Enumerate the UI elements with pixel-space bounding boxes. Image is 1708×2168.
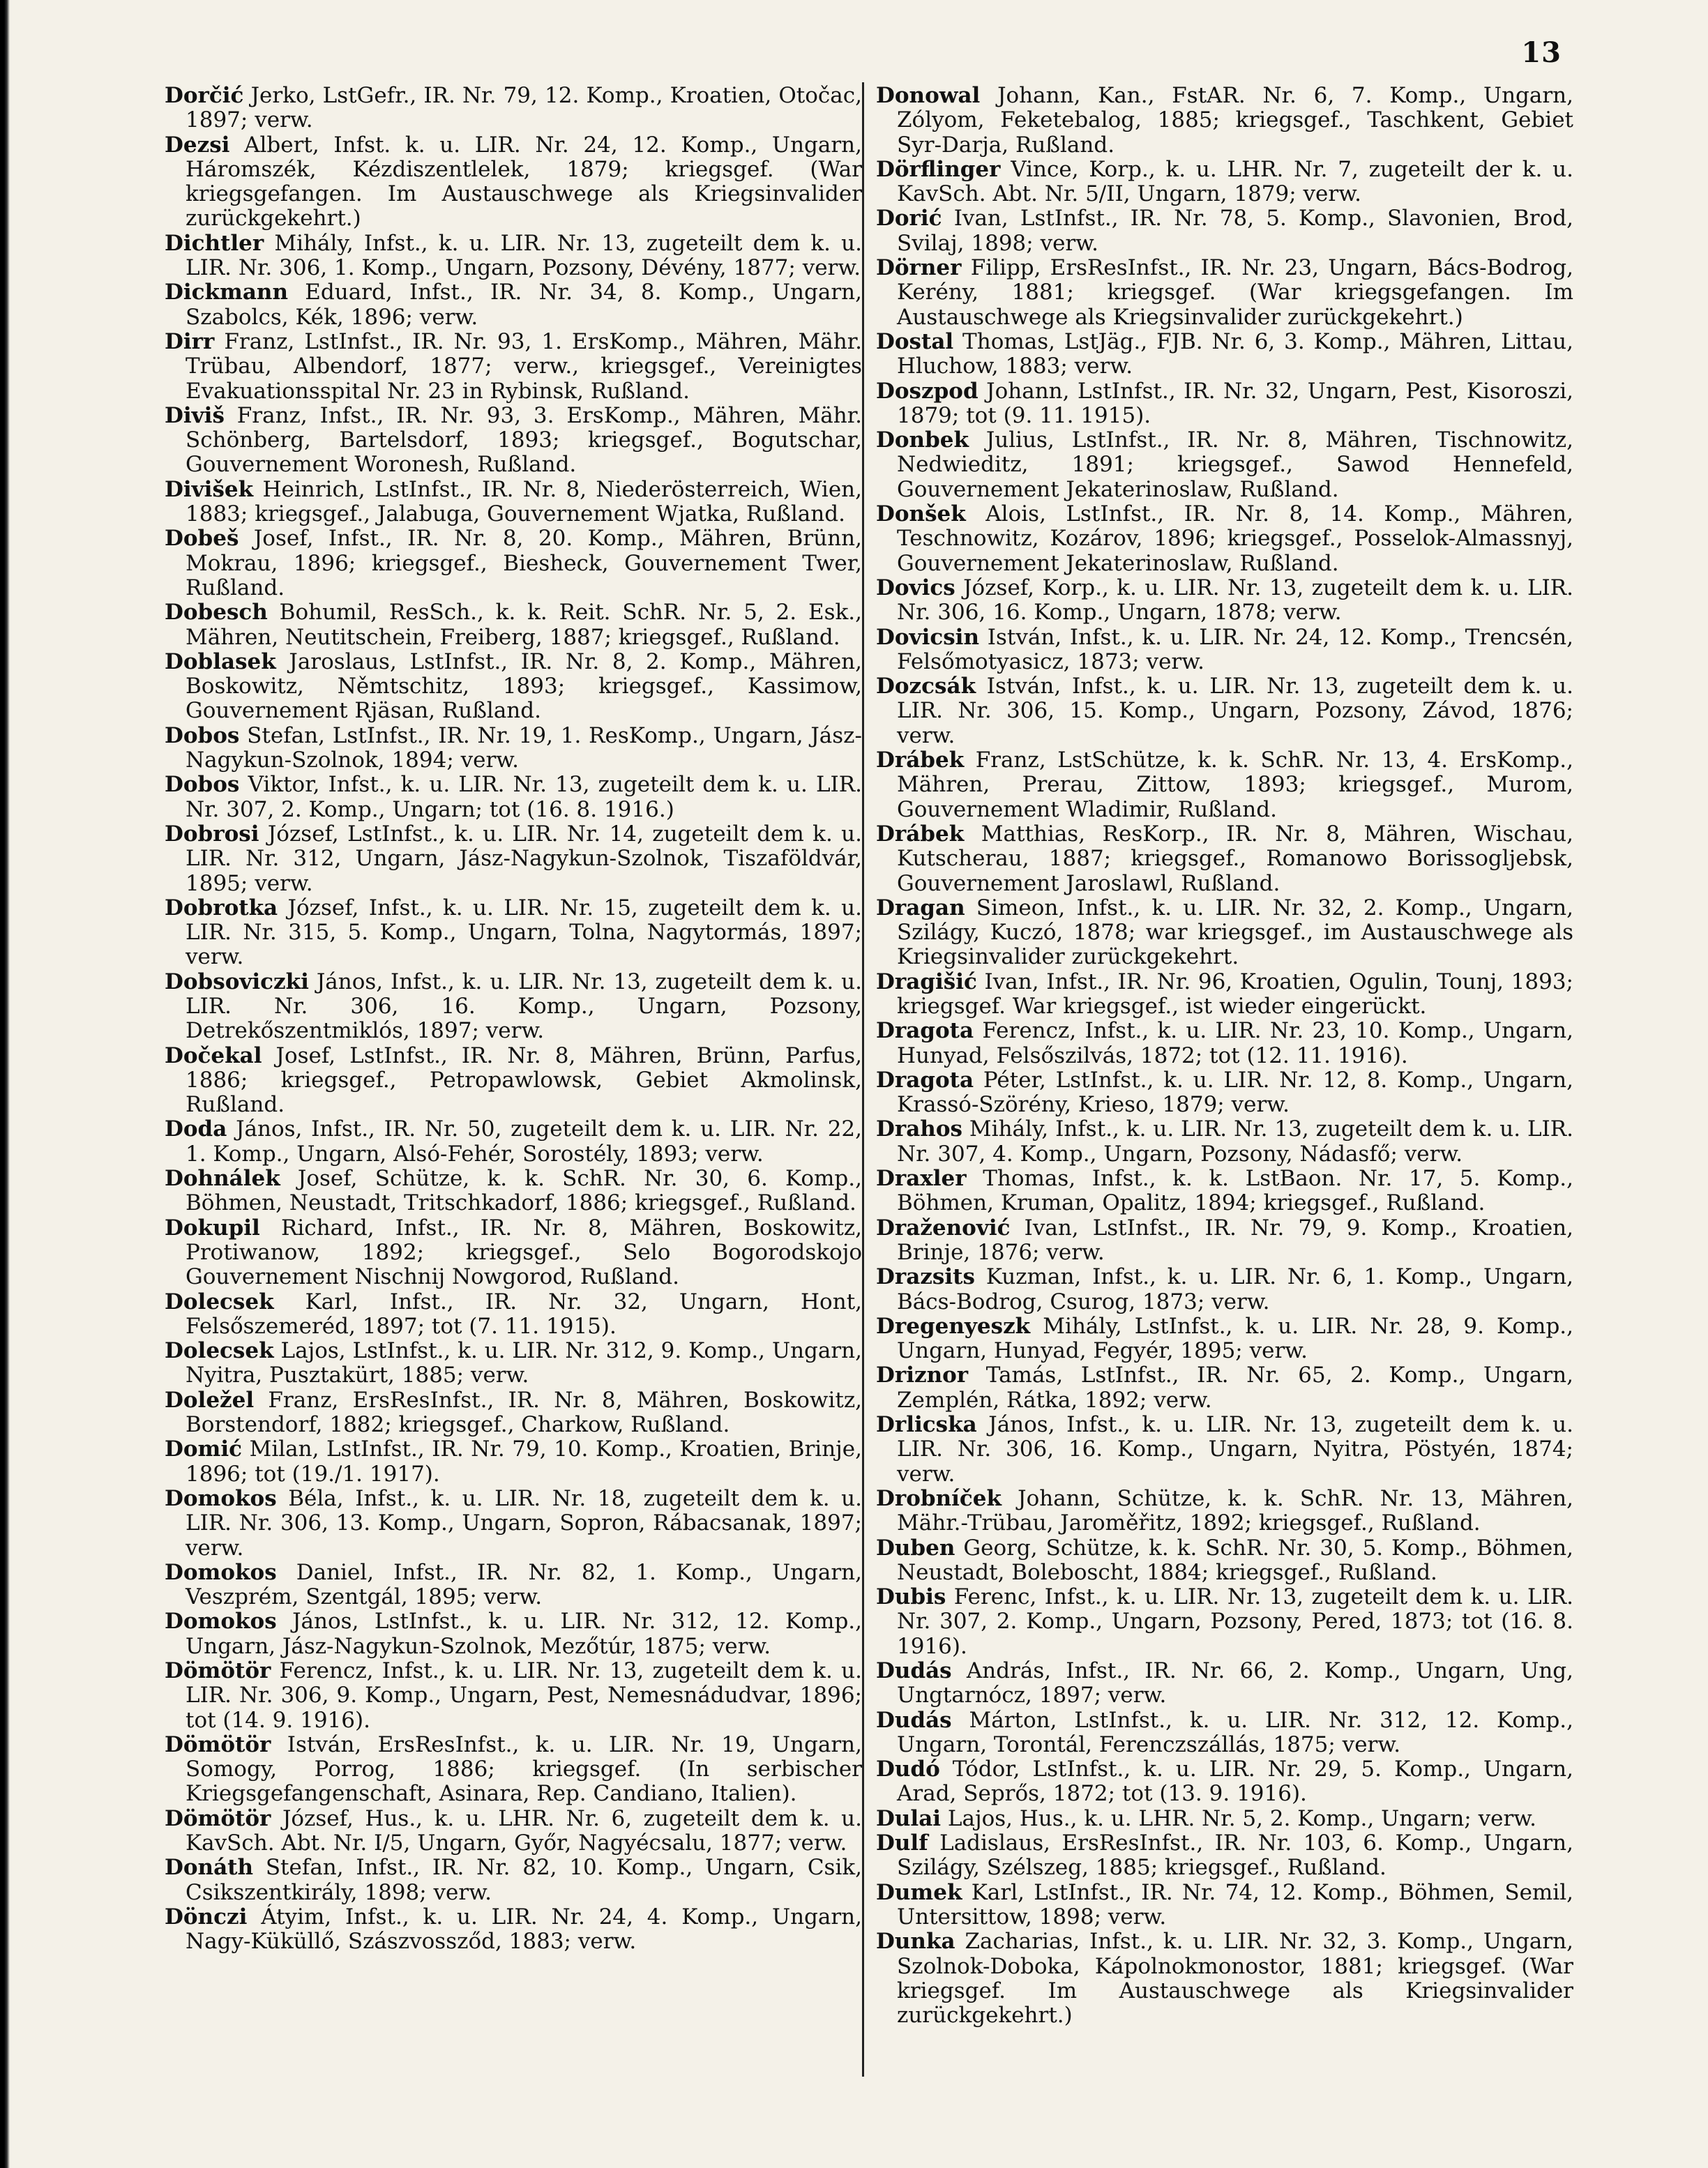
entry-details: Franz, LstInfst., IR. Nr. 93, 1. ErsKomp., Mähren, Mähr. Trübau, Albendorf, 1877; verw., kriegsgef., Vereinigtes Evakuationsspital Nr. 23 in Rybinsk, Rußland. (186, 328, 862, 404)
entry-surname: Drlicska (876, 1412, 977, 1438)
entry-surname: Dobos (165, 772, 240, 798)
entry-details: Ivan, LstInfst., IR. Nr. 78, 5. Komp., Slavonien, Brod, Svilaj, 1898; verw. (897, 206, 1573, 256)
entry-details: Ferencz, Infst., k. u. LIR. Nr. 23, 10. Komp., Ungarn, Hunyad, Felsőszilvás, 1872; tot (12. 11. 1916). (897, 1018, 1573, 1068)
entry-surname: Dörner (876, 255, 962, 281)
entry-surname: Dezsi (165, 132, 230, 158)
casualty-entry (165, 1216, 862, 1290)
entry-details: Viktor, Infst., k. u. LIR. Nr. 13, zugeteilt dem k. u. LIR. Nr. 307, 2. Komp., Ungarn; tot (16. 8. 1916.) (186, 772, 862, 822)
entry-surname: Drazsits (876, 1264, 975, 1290)
casualty-entry (876, 379, 1573, 429)
casualty-entry (165, 773, 862, 822)
casualty-entry (876, 1216, 1573, 1266)
casualty-entry (165, 1044, 862, 1118)
entry-details: János, Infst., IR. Nr. 50, zugeteilt dem k. u. LIR. Nr. 22, 1. Komp., Ungarn, Alsó-Fehér, Sorostély, 1893; verw. (186, 1116, 862, 1167)
entry-details: Mihály, Infst., k. u. LIR. Nr. 13, zugeteilt dem k. u. LIR. Nr. 307, 4. Komp., Ungarn, Pozsony, Nádasfő; verw. (897, 1116, 1573, 1167)
casualty-entry (165, 1388, 862, 1438)
entry-details: Kuzman, Infst., k. u. LIR. Nr. 6, 1. Komp., Ungarn, Bács-Bodrog, Csurog, 1873; verw. (897, 1264, 1573, 1314)
casualty-entry (165, 896, 862, 970)
casualty-entry (876, 84, 1573, 158)
entry-details: Albert, Infst. k. u. LIR. Nr. 24, 12. Komp., Ungarn, Háromszék, Kézdiszentlelek, 1879; kriegsgef. (War kriegsgefangen. Im Austauschwege als Kriegsinvalider zurückgekehrt.) (186, 132, 862, 232)
casualty-entry (876, 428, 1573, 502)
entry-surname: Dömötör (165, 1658, 271, 1683)
entry-details: József, Korp., k. u. LIR. Nr. 13, zugeteilt dem k. u. LIR. Nr. 306, 16. Komp., Ungarn, 1878; verw. (897, 575, 1573, 626)
entry-details: Franz, ErsResInfst., IR. Nr. 8, Mähren, Boskowitz, Borstendorf, 1882; kriegsgef., Charkow, Rußland. (186, 1387, 862, 1438)
entry-surname: Donbek (876, 427, 969, 453)
casualty-entry (165, 1167, 862, 1216)
entry-details: András, Infst., IR. Nr. 66, 2. Komp., Ungarn, Ung, Ungtarnócz, 1897; verw. (897, 1658, 1573, 1708)
entry-details: Jaroslaus, LstInfst., IR. Nr. 8, 2. Komp., Mähren, Boskowitz, Němtschitz, 1893; kriegsgef., Kassimow, Gouvernement Rjäsan, Rußland. (186, 649, 862, 724)
casualty-entry (876, 1659, 1573, 1708)
entry-details: István, Infst., k. u. LIR. Nr. 24, 12. Komp., Trencsén, Felsőmotyasicz, 1873; verw. (897, 624, 1573, 674)
entry-details: József, LstInfst., k. u. LIR. Nr. 14, zugeteilt dem k. u. LIR. Nr. 312, Ungarn, Jász-Nagykun-Szolnok, Tiszaföldvár, 1895; verw. (186, 821, 862, 896)
casualty-entry (876, 1363, 1573, 1413)
casualty-entry (876, 206, 1573, 256)
entry-surname: Dolecsek (165, 1289, 274, 1314)
entry-surname: Drábek (876, 748, 965, 773)
entry-surname: Dunka (876, 1929, 955, 1955)
entry-surname: Donšek (876, 501, 966, 527)
entry-details: Johann, Kan., FstAR. Nr. 6, 7. Komp., Ungarn, Zólyom, Feketebalog, 1885; kriegsgef., Taschkent, Gebiet Syr-Darja, Rußland. (897, 83, 1573, 158)
entry-surname: Dudó (876, 1757, 940, 1782)
casualty-entry (165, 724, 862, 773)
entry-details: Péter, LstInfst., k. u. LIR. Nr. 12, 8. Komp., Ungarn, Krassó-Szörény, Krieso, 1879; verw. (897, 1067, 1573, 1118)
casualty-entry (876, 256, 1573, 330)
entry-surname: Dorić (876, 206, 942, 232)
casualty-entry (876, 502, 1573, 576)
entry-surname: Dirr (165, 328, 215, 354)
entry-surname: Dočekal (165, 1043, 262, 1068)
entry-details: Thomas, LstJäg., FJB. Nr. 6, 3. Komp., Mähren, Littau, Hluchow, 1883; verw. (897, 328, 1574, 379)
entry-surname: Doszpod (876, 378, 978, 404)
entry-details: Lajos, Hus., k. u. LHR. Nr. 5, 2. Komp., Ungarn; verw. (947, 1805, 1536, 1831)
casualty-entry (876, 1757, 1573, 1807)
casualty-entry (876, 1487, 1573, 1536)
entry-details: Béla, Infst., k. u. LIR. Nr. 18, zugeteilt dem k. u. LIR. Nr. 306, 13. Komp., Ungarn, Sopron, Rábacsanak, 1897; verw. (186, 1485, 862, 1561)
entry-details: Thomas, Infst., k. k. LstBaon. Nr. 17, 5. Komp., Böhmen, Kruman, Opalitz, 1894; kriegsgef., Rußland. (897, 1166, 1573, 1216)
casualty-entry (876, 1068, 1573, 1118)
entry-details: Karl, Infst., IR. Nr. 32, Ungarn, Hont, Felsőszemeréd, 1897; tot (7. 11. 1915). (186, 1289, 862, 1339)
casualty-entry (876, 1881, 1573, 1930)
entry-details: Franz, Infst., IR. Nr. 93, 3. ErsKomp., Mähren, Mähr. Schönberg, Bartelsdorf, 1893; kriegsgef., Bogutschar, Gouvernement Woronesh, Rußland. (186, 402, 862, 478)
casualty-entry (165, 1561, 862, 1610)
entry-surname: Domokos (165, 1559, 277, 1585)
entry-surname: Dulf (876, 1830, 928, 1856)
casualty-entry (876, 1708, 1573, 1758)
casualty-entry (876, 1536, 1573, 1586)
entry-surname: Dörflinger (876, 156, 1001, 182)
entry-details: Zacharias, Infst., k. u. LIR. Nr. 32, 3. Komp., Ungarn, Szolnok-Doboka, Kápolnokmonostor, 1881; kriegsgef. (War kriegsgef. Im Austauschwege als Kriegsinvalider zurückgekehrt.) (897, 1929, 1573, 2029)
casualty-entry (876, 1831, 1573, 1881)
entry-details: Georg, Schütze, k. k. SchR. Nr. 30, 5. Komp., Böhmen, Neustadt, Boleboscht, 1884; kriegsgef., Rußland. (897, 1535, 1573, 1585)
entry-surname: Dostal (876, 328, 954, 354)
entry-surname: Dragan (876, 895, 965, 920)
entry-surname: Duben (876, 1535, 955, 1561)
entry-surname: Driznor (876, 1363, 969, 1388)
entry-surname: Dudás (876, 1658, 952, 1683)
casualty-entry (165, 650, 862, 724)
entry-surname: Dobeš (165, 526, 239, 552)
casualty-entry (876, 626, 1573, 675)
casualty-entry (876, 1117, 1573, 1167)
casualty-entry (165, 1487, 862, 1561)
entry-details: Ferencz, Infst., k. u. LIR. Nr. 13, zugeteilt dem k. u. LIR. Nr. 306, 9. Komp., Ungarn, Pest, Nemesnádudvar, 1896; tot (14. 9. 1916). (186, 1658, 862, 1733)
column-divider (862, 82, 864, 2077)
entry-surname: Domić (165, 1437, 243, 1462)
casualty-entry (165, 1659, 862, 1733)
entry-surname: Doblasek (165, 649, 276, 674)
entry-surname: Dorčić (165, 83, 244, 108)
casualty-entry (165, 1437, 862, 1487)
left-column (165, 84, 862, 1955)
entry-details: István, Infst., k. u. LIR. Nr. 13, zugeteilt dem k. u. LIR. Nr. 306, 15. Komp., Ungarn, Pozsony, Závod, 1876; verw. (897, 674, 1573, 748)
casualty-entry (876, 970, 1573, 1019)
entry-surname: Dragišić (876, 969, 977, 994)
casualty-entry (165, 970, 862, 1044)
entry-surname: Dömötör (165, 1731, 271, 1757)
entry-details: Karl, LstInfst., IR. Nr. 74, 12. Komp., Böhmen, Semil, Untersittow, 1898; verw. (897, 1879, 1573, 1930)
scan-edge (0, 0, 10, 2168)
entry-surname: Dobos (165, 722, 240, 748)
entry-details: Mihály, LstInfst., k. u. LIR. Nr. 28, 9. Komp., Ungarn, Hunyad, Fegyér, 1895; verw. (897, 1313, 1573, 1364)
entry-surname: Dohnálek (165, 1166, 280, 1192)
entry-details: Tamás, LstInfst., IR. Nr. 65, 2. Komp., Ungarn, Zemplén, Rátka, 1892; verw. (897, 1363, 1573, 1413)
entry-details: Simeon, Infst., k. u. LIR. Nr. 32, 2. Komp., Ungarn, Szilágy, Kuczó, 1878; war kriegsgef., im Austauschwege als Kriegsinvalider zurückgekehrt. (897, 895, 1573, 970)
entry-surname: Dickmann (165, 280, 288, 305)
casualty-entry (165, 600, 862, 650)
casualty-entry (876, 1807, 1573, 1831)
entry-details: Eduard, Infst., IR. Nr. 34, 8. Komp., Ungarn, Szabolcs, Kék, 1896; verw. (186, 280, 862, 330)
entry-details: Vince, Korp., k. u. LHR. Nr. 7, zugeteilt der k. u. KavSch. Abt. Nr. 5/II, Ungarn, 1879; verw. (897, 156, 1573, 207)
entry-surname: Dichtler (165, 230, 264, 256)
entry-surname: Dulai (876, 1805, 942, 1831)
entry-surname: Dobrotka (165, 895, 278, 920)
page-number: 13 (1521, 36, 1562, 69)
entry-details: József, Hus., k. u. LHR. Nr. 6, zugeteilt dem k. u. KavSch. Abt. Nr. I/5, Ungarn, Győr, Nagyécsalu, 1877; verw. (186, 1805, 863, 1856)
casualty-entry (165, 1733, 862, 1807)
entry-surname: Dovicsin (876, 624, 979, 650)
right-column (876, 84, 1573, 2028)
entry-surname: Dregenyeszk (876, 1313, 1031, 1339)
casualty-entry (165, 822, 862, 896)
casualty-entry (876, 1930, 1573, 2028)
casualty-entry (165, 478, 862, 527)
casualty-entry (165, 1609, 862, 1659)
entry-surname: Dönczi (165, 1904, 248, 1930)
casualty-entry (876, 576, 1573, 626)
entry-surname: Dolecsek (165, 1338, 274, 1364)
casualty-entry (876, 822, 1573, 896)
entry-details: Stefan, Infst., IR. Nr. 82, 10. Komp., Ungarn, Csik, Csikszentkirály, 1898; verw. (186, 1855, 863, 1905)
entry-details: Johann, LstInfst., IR. Nr. 32, Ungarn, Pest, Kisoroszi, 1879; tot (9. 11. 1915). (897, 378, 1573, 428)
entry-details: István, ErsResInfst., k. u. LIR. Nr. 19, Ungarn, Somogy, Porrog, 1886; kriegsgef. (In serbischer Kriegsgefangenschaft, Asinara, Rep. Candiano, Italien). (186, 1731, 862, 1807)
casualty-entry (876, 330, 1573, 379)
entry-details: Ladislaus, ErsResInfst., IR. Nr. 103, 6. Komp., Ungarn, Szilágy, Szélszeg, 1885; kriegsgef., Rußland. (897, 1830, 1573, 1881)
entry-surname: Dragota (876, 1067, 974, 1093)
entry-details: Ferenc, Infst., k. u. LIR. Nr. 13, zugeteilt dem k. u. LIR. Nr. 307, 2. Komp., Ungarn, Pozsony, Pered, 1873; tot (16. 8. 1916). (897, 1584, 1573, 1659)
entry-surname: Draženović (876, 1215, 1011, 1241)
entry-surname: Doležel (165, 1387, 255, 1413)
entry-details: Stefan, LstInfst., IR. Nr. 19, 1. ResKomp., Ungarn, Jász-Nagykun-Szolnok, 1894; verw. (186, 722, 862, 773)
entry-surname: Dozcsák (876, 674, 976, 699)
casualty-entry (165, 1856, 862, 1905)
entry-surname: Divišek (165, 476, 254, 502)
entry-details: Franz, LstSchütze, k. k. SchR. Nr. 13, 4. ErsKomp., Mähren, Prerau, Zittow, 1893; kriegsgef., Murom, Gouvernement Wladimir, Rußland. (897, 748, 1573, 822)
casualty-entry (165, 1905, 862, 1955)
entry-surname: Dragota (876, 1018, 974, 1044)
entry-surname: Dubis (876, 1584, 946, 1610)
entry-surname: Dömötör (165, 1805, 271, 1831)
casualty-entry (165, 526, 862, 600)
entry-surname: Dumek (876, 1879, 962, 1905)
entry-details: Matthias, ResKorp., IR. Nr. 8, Mähren, Wischau, Kutscherau, 1887; kriegsgef., Romanowo Borissogljebsk, Gouvernement Jaroslawl, Rußland. (897, 821, 1573, 896)
casualty-entry (165, 404, 862, 478)
entry-details: Richard, Infst., IR. Nr. 8, Mähren, Boskowitz, Protiwanow, 1892; kriegsgef., Selo Bogorodskojo Gouvernement Nischnij Nowgorod, Rußland. (186, 1215, 862, 1290)
entry-surname: Diviš (165, 402, 225, 428)
casualty-entry (165, 280, 862, 330)
casualty-entry (876, 896, 1573, 970)
entry-surname: Draxler (876, 1166, 967, 1192)
entry-details: Lajos, LstInfst., k. u. LIR. Nr. 312, 9. Komp., Ungarn, Nyitra, Pusztakürt, 1885; verw. (186, 1338, 862, 1388)
casualty-entry (165, 1339, 862, 1388)
entry-details: János, Infst., k. u. LIR. Nr. 13, zugeteilt dem k. u. LIR. Nr. 306, 16. Komp., Ungarn, Nyitra, Pöstyén, 1874; verw. (897, 1412, 1573, 1487)
entry-surname: Dovics (876, 575, 955, 600)
entry-details: Átyim, Infst., k. u. LIR. Nr. 24, 4. Komp., Ungarn, Nagy-Küküllő, Szászvossződ, 1883; verw. (186, 1904, 863, 1955)
entry-surname: Domokos (165, 1485, 277, 1511)
entry-surname: Drábek (876, 821, 965, 847)
entry-details: Heinrich, LstInfst., IR. Nr. 8, Niederösterreich, Wien, 1883; kriegsgef., Jalabuga, Gouvernement Wjatka, Rußland. (186, 476, 862, 527)
entry-details: János, Infst., k. u. LIR. Nr. 13, zugeteilt dem k. u. LIR. Nr. 306, 16. Komp., Ungarn, Pozsony, Detrekőszentmiklós, 1897; verw. (186, 969, 862, 1044)
entry-details: Josef, LstInfst., IR. Nr. 8, Mähren, Brünn, Parfus, 1886; kriegsgef., Petropawlowsk, Gebiet Akmolinsk, Rußland. (186, 1043, 862, 1118)
entry-surname: Domokos (165, 1609, 277, 1635)
casualty-entry (165, 232, 862, 281)
casualty-entry (876, 1413, 1573, 1487)
casualty-entry (876, 1019, 1573, 1068)
entry-details: Ivan, LstInfst., IR. Nr. 79, 9. Komp., Kroatien, Brinje, 1876; verw. (897, 1215, 1574, 1265)
entry-details: Jerko, LstGefr., IR. Nr. 79, 12. Komp., Kroatien, Otočac, 1897; verw. (186, 83, 862, 133)
entry-details: Alois, LstInfst., IR. Nr. 8, 14. Komp., Mähren, Teschnowitz, Kozárov, 1896; kriegsgef., Posselok-Almassnyj, Gouvernement Jekaterinoslaw, Rußland. (897, 501, 1573, 576)
entry-details: Márton, LstInfst., k. u. LIR. Nr. 312, 12. Komp., Ungarn, Torontál, Ferenczszállás, 1875; verw. (897, 1707, 1573, 1757)
casualty-entry (876, 748, 1573, 822)
entry-surname: Donáth (165, 1855, 254, 1881)
entry-details: Filipp, ErsResInfst., IR. Nr. 23, Ungarn, Bács-Bodrog, Kerény, 1881; kriegsgef. (War kriegsgefangen. Im Austauschwege als Kriegsinvalider zurückgekehrt.) (897, 255, 1574, 330)
entry-surname: Dobesch (165, 600, 268, 626)
entry-surname: Dobrosi (165, 821, 259, 847)
entry-surname: Dokupil (165, 1215, 260, 1241)
entry-surname: Dudás (876, 1707, 952, 1733)
entry-details: Bohumil, ResSch., k. k. Reit. SchR. Nr. 5, 2. Esk., Mähren, Neutitschein, Freiberg, 1887; kriegsgef., Rußland. (186, 600, 862, 650)
casualty-entry (876, 674, 1573, 748)
entry-details: Johann, Schütze, k. k. SchR. Nr. 13, Mähren, Mähr.-Trübau, Jaroměřitz, 1892; kriegsgef., Rußland. (897, 1485, 1573, 1536)
entry-details: Tódor, LstInfst., k. u. LIR. Nr. 29, 5. Komp., Ungarn, Arad, Seprős, 1872; tot (13. 9. 1916). (897, 1757, 1573, 1807)
entry-details: Julius, LstInfst., IR. Nr. 8, Mähren, Tischnowitz, Nedwieditz, 1891; kriegsgef., Sawod Hennefeld, Gouvernement Jekaterinoslaw, Rußland. (897, 427, 1573, 502)
entry-surname: Donowal (876, 83, 981, 108)
entry-details: Daniel, Infst., IR. Nr. 82, 1. Komp., Ungarn, Veszprém, Szentgál, 1895; verw. (186, 1559, 862, 1610)
casualty-entry (165, 1290, 862, 1340)
entry-details: Josef, Infst., IR. Nr. 8, 20. Komp., Mähren, Brünn, Mokrau, 1896; kriegsgef., Biesheck, Gouvernement Twer, Rußland. (186, 526, 862, 600)
entry-surname: Dobsoviczki (165, 969, 309, 994)
entry-surname: Drahos (876, 1116, 962, 1142)
casualty-entry (876, 1585, 1573, 1659)
entry-details: Josef, Schütze, k. k. SchR. Nr. 30, 6. Komp., Böhmen, Neustadt, Tritschkadorf, 1886; kriegsgef., Rußland. (186, 1166, 862, 1216)
casualty-entry (876, 1314, 1573, 1364)
casualty-entry (876, 158, 1573, 207)
entry-details: Ivan, Infst., IR. Nr. 96, Kroatien, Ogulin, Tounj, 1893; kriegsgef. War kriegsgef., ist wieder eingerückt. (897, 969, 1574, 1019)
casualty-entry (165, 1807, 862, 1856)
casualty-entry (876, 1265, 1573, 1314)
entry-details: Mihály, Infst., k. u. LIR. Nr. 13, zugeteilt dem k. u. LIR. Nr. 306, 1. Komp., Ungarn, Pozsony, Dévény, 1877; verw. (186, 230, 862, 281)
casualty-entry (165, 133, 862, 232)
entry-surname: Doda (165, 1116, 227, 1142)
entry-surname: Drobníček (876, 1485, 1002, 1511)
casualty-entry (165, 330, 862, 404)
entry-details: Milan, LstInfst., IR. Nr. 79, 10. Komp., Kroatien, Brinje, 1896; tot (19./1. 1917). (186, 1437, 862, 1487)
casualty-entry (165, 84, 862, 133)
entry-details: József, Infst., k. u. LIR. Nr. 15, zugeteilt dem k. u. LIR. Nr. 315, 5. Komp., Ungarn, Tolna, Nagytormás, 1897; verw. (186, 895, 862, 970)
casualty-entry (876, 1167, 1573, 1216)
entry-details: János, LstInfst., k. u. LIR. Nr. 312, 12. Komp., Ungarn, Jász-Nagykun-Szolnok, Mezőtúr, 1875; verw. (186, 1609, 862, 1659)
casualty-entry (165, 1117, 862, 1167)
